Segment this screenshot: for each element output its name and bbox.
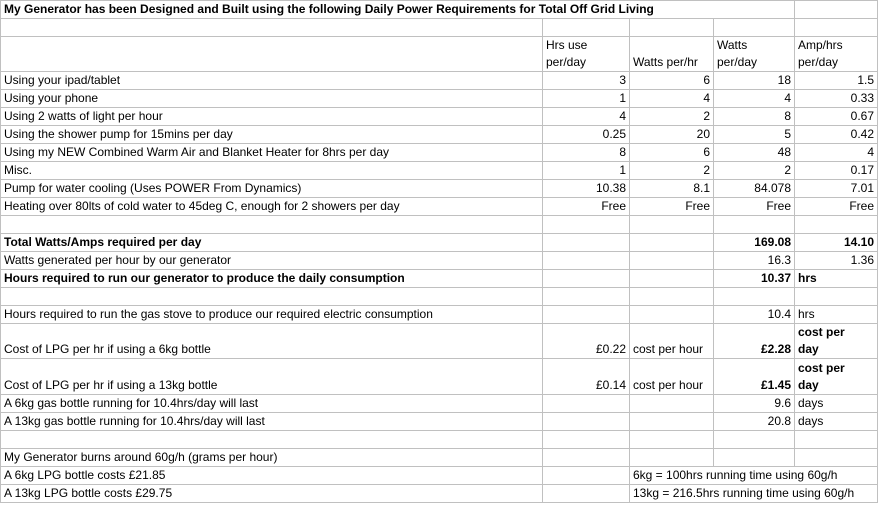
header-hrs-use-line2: per/day — [546, 55, 587, 69]
gas-stove-row — [1, 306, 878, 324]
empty-cell[interactable] — [630, 270, 714, 288]
empty-cell[interactable] — [714, 449, 795, 467]
last-13kg-label[interactable]: A 13kg gas bottle running for 10.4hrs/day will last — [1, 413, 543, 431]
hours-required-label[interactable]: Hours required to run our generator to produce the daily consumption — [1, 270, 543, 288]
row-watts-per-day[interactable]: 84.078 — [714, 180, 795, 198]
empty-cell[interactable] — [630, 395, 714, 413]
empty-cell[interactable] — [1, 431, 543, 449]
row-watts-per-hr[interactable]: 2 — [630, 108, 714, 126]
empty-cell[interactable] — [543, 395, 630, 413]
empty-cell[interactable] — [714, 431, 795, 449]
row-amp-hrs[interactable]: 4 — [795, 144, 878, 162]
empty-cell[interactable] — [543, 413, 630, 431]
row-hrs[interactable]: 0.25 — [543, 126, 630, 144]
lpg-13kg-label[interactable]: Cost of LPG per hr if using a 13kg bottle — [1, 359, 543, 395]
generated-amps[interactable]: 1.36 — [795, 252, 878, 270]
row-amp-hrs[interactable]: 1.5 — [795, 72, 878, 90]
header-row — [1, 37, 878, 72]
empty-cell[interactable] — [630, 252, 714, 270]
empty-cell[interactable] — [543, 485, 630, 503]
empty-cell[interactable] — [543, 306, 630, 324]
generated-watts[interactable]: 16.3 — [714, 252, 795, 270]
row-amp-hrs[interactable]: 0.33 — [795, 90, 878, 108]
row-watts-per-day[interactable]: 5 — [714, 126, 795, 144]
hours-required-value[interactable]: 10.37 — [714, 270, 795, 288]
header-hrs-use-line1: Hrs use — [546, 38, 588, 52]
lpg-13kg-rate-unit[interactable]: cost per hour — [630, 359, 714, 395]
row-watts-per-day[interactable]: 4 — [714, 90, 795, 108]
header-watts-line1: Watts — [717, 38, 748, 52]
empty-cell[interactable] — [1, 37, 543, 72]
last-6kg-label[interactable]: A 6kg gas bottle running for 10.4hrs/day will last — [1, 395, 543, 413]
blank-row — [1, 216, 878, 234]
lpg-6kg-day-cost[interactable]: £2.28 — [714, 324, 795, 359]
header-amp-line1: Amp/hrs — [798, 38, 843, 52]
empty-cell[interactable] — [543, 288, 630, 306]
table-row — [1, 126, 878, 144]
header-watts-line2: per/day — [717, 55, 758, 69]
empty-cell[interactable] — [543, 431, 630, 449]
empty-cell[interactable] — [543, 252, 630, 270]
empty-cell[interactable] — [795, 1, 878, 19]
row-amp-hrs[interactable]: 0.42 — [795, 126, 878, 144]
blank-row — [1, 288, 878, 306]
lpg-6kg-label[interactable]: Cost of LPG per hr if using a 6kg bottle — [1, 324, 543, 359]
row-hrs[interactable]: 4 — [543, 108, 630, 126]
empty-cell[interactable] — [543, 234, 630, 252]
row-hrs[interactable]: 8 — [543, 144, 630, 162]
row-watts-per-hr[interactable]: Free — [630, 198, 714, 216]
row-label[interactable]: Using your phone — [1, 90, 543, 108]
last-13kg-value[interactable]: 20.8 — [714, 413, 795, 431]
empty-cell[interactable] — [630, 449, 714, 467]
row-hrs[interactable]: 3 — [543, 72, 630, 90]
empty-cell[interactable] — [714, 216, 795, 234]
table-row — [1, 144, 878, 162]
row-amp-hrs[interactable]: Free — [795, 198, 878, 216]
row-watts-per-day[interactable]: 8 — [714, 108, 795, 126]
last-13kg-row — [1, 413, 878, 431]
empty-cell[interactable] — [795, 19, 878, 37]
row-amp-hrs[interactable]: 0.17 — [795, 162, 878, 180]
row-hrs[interactable]: 10.38 — [543, 180, 630, 198]
run-6kg-note[interactable]: 6kg = 100hrs running time using 60g/h — [630, 467, 878, 485]
row-watts-per-hr[interactable]: 2 — [630, 162, 714, 180]
empty-cell[interactable] — [630, 216, 714, 234]
row-label[interactable]: Heating over 80lts of cold water to 45deg C, enough for 2 showers per day — [1, 198, 543, 216]
cost-13kg-note[interactable]: A 13kg LPG bottle costs £29.75 — [1, 485, 543, 503]
total-watts[interactable]: 169.08 — [714, 234, 795, 252]
lpg-6kg-day-unit-line2: day — [798, 342, 819, 356]
empty-cell[interactable] — [543, 449, 630, 467]
lpg-13kg-day-unit[interactable] — [795, 359, 878, 395]
lpg-6kg-row — [1, 324, 878, 359]
empty-cell[interactable] — [1, 216, 543, 234]
cost-6kg-note[interactable]: A 6kg LPG bottle costs £21.85 — [1, 467, 543, 485]
header-hrs-use[interactable] — [543, 37, 630, 72]
empty-cell[interactable] — [630, 431, 714, 449]
empty-cell[interactable] — [543, 216, 630, 234]
empty-cell[interactable] — [543, 19, 630, 37]
burn-note[interactable]: My Generator burns around 60g/h (grams per hour) — [1, 449, 543, 467]
total-row — [1, 234, 878, 252]
cost-6kg-row — [1, 467, 878, 485]
empty-cell[interactable] — [1, 288, 543, 306]
header-amp-hrs[interactable] — [795, 37, 878, 72]
hours-required-unit[interactable]: hrs — [795, 270, 878, 288]
empty-cell[interactable] — [630, 306, 714, 324]
lpg-6kg-rate[interactable]: £0.22 — [543, 324, 630, 359]
lpg-6kg-rate-unit[interactable]: cost per hour — [630, 324, 714, 359]
header-amp-line2: per/day — [798, 55, 839, 69]
row-watts-per-hr[interactable]: 4 — [630, 90, 714, 108]
empty-cell[interactable] — [795, 431, 878, 449]
total-amps[interactable]: 14.10 — [795, 234, 878, 252]
table-row — [1, 198, 878, 216]
table-row — [1, 162, 878, 180]
blank-row — [1, 19, 878, 37]
empty-cell[interactable] — [630, 234, 714, 252]
lpg-13kg-day-cost[interactable]: £1.45 — [714, 359, 795, 395]
lpg-13kg-day-unit-line1: cost per — [798, 361, 845, 375]
table-row — [1, 72, 878, 90]
row-label[interactable]: Using your ipad/tablet — [1, 72, 543, 90]
hours-required-row — [1, 270, 878, 288]
total-label[interactable]: Total Watts/Amps required per day — [1, 234, 543, 252]
empty-cell[interactable] — [543, 467, 630, 485]
row-label[interactable]: Misc. — [1, 162, 543, 180]
run-13kg-note[interactable]: 13kg = 216.5hrs running time using 60g/h — [630, 485, 878, 503]
lpg-6kg-day-unit[interactable] — [795, 324, 878, 359]
generated-label[interactable]: Watts generated per hour by our generator — [1, 252, 543, 270]
empty-cell[interactable] — [630, 19, 714, 37]
gas-stove-label[interactable]: Hours required to run the gas stove to produce our required electric consumption — [1, 306, 543, 324]
sheet-title[interactable]: My Generator has been Designed and Built using the following Daily Power Requirements for Total Off Grid Living — [1, 1, 795, 19]
empty-cell[interactable] — [1, 19, 543, 37]
title-row — [1, 1, 878, 19]
empty-cell[interactable] — [795, 288, 878, 306]
burn-row — [1, 449, 878, 467]
header-watts-per-day[interactable] — [714, 37, 795, 72]
row-watts-per-hr[interactable]: 6 — [630, 72, 714, 90]
gas-stove-value[interactable]: 10.4 — [714, 306, 795, 324]
row-watts-per-day[interactable]: Free — [714, 198, 795, 216]
row-watts-per-hr[interactable]: 8.1 — [630, 180, 714, 198]
table-row — [1, 180, 878, 198]
empty-cell[interactable] — [795, 216, 878, 234]
empty-cell[interactable] — [714, 288, 795, 306]
row-watts-per-day[interactable]: 2 — [714, 162, 795, 180]
empty-cell[interactable] — [795, 449, 878, 467]
row-amp-hrs[interactable]: 7.01 — [795, 180, 878, 198]
row-amp-hrs[interactable]: 0.67 — [795, 108, 878, 126]
table-row — [1, 90, 878, 108]
row-watts-per-day[interactable]: 48 — [714, 144, 795, 162]
gas-stove-unit[interactable]: hrs — [795, 306, 878, 324]
lpg-13kg-day-unit-line2: day — [798, 378, 819, 392]
lpg-13kg-rate[interactable]: £0.14 — [543, 359, 630, 395]
last-6kg-row — [1, 395, 878, 413]
row-label[interactable]: Using my NEW Combined Warm Air and Blanket Heater for 8hrs per day — [1, 144, 543, 162]
row-hrs[interactable]: 1 — [543, 162, 630, 180]
row-watts-per-hr[interactable]: 6 — [630, 144, 714, 162]
row-label[interactable]: Using the shower pump for 15mins per day — [1, 126, 543, 144]
last-13kg-unit[interactable]: days — [795, 413, 878, 431]
row-label[interactable]: Pump for water cooling (Uses POWER From Dynamics) — [1, 180, 543, 198]
empty-cell[interactable] — [630, 413, 714, 431]
row-hrs[interactable]: Free — [543, 198, 630, 216]
lpg-6kg-day-unit-line1: cost per — [798, 325, 845, 339]
row-watts-per-hr[interactable]: 20 — [630, 126, 714, 144]
empty-cell[interactable] — [714, 19, 795, 37]
cost-13kg-row — [1, 485, 878, 503]
row-watts-per-day[interactable]: 18 — [714, 72, 795, 90]
row-hrs[interactable]: 1 — [543, 90, 630, 108]
last-6kg-value[interactable]: 9.6 — [714, 395, 795, 413]
empty-cell[interactable] — [543, 270, 630, 288]
empty-cell[interactable] — [630, 288, 714, 306]
table-row — [1, 108, 878, 126]
header-watts-per-hr[interactable]: Watts per/hr — [630, 37, 714, 72]
blank-row — [1, 431, 878, 449]
lpg-13kg-row — [1, 359, 878, 395]
last-6kg-unit[interactable]: days — [795, 395, 878, 413]
row-label[interactable]: Using 2 watts of light per hour — [1, 108, 543, 126]
generated-row — [1, 252, 878, 270]
